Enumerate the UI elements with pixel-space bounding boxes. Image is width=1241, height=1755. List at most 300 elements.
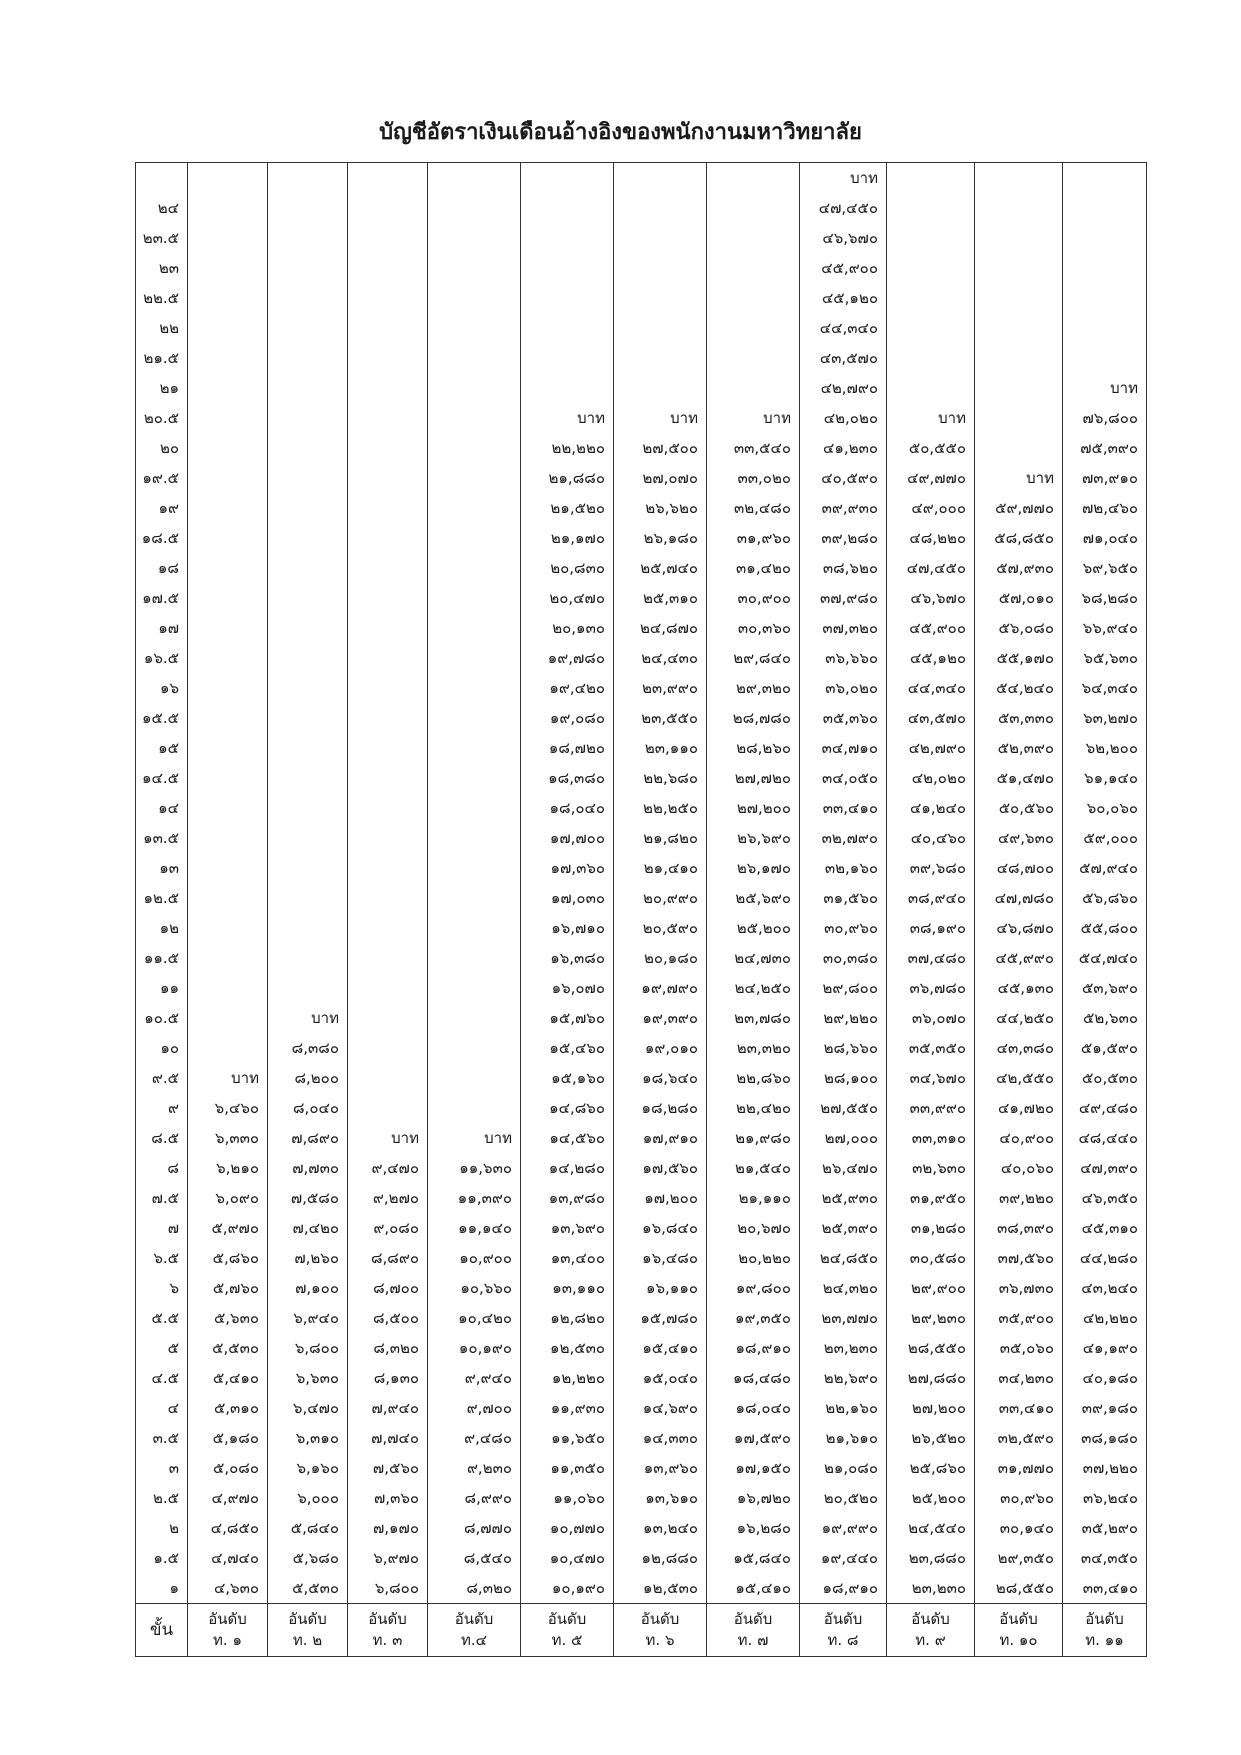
salary-cell: ๑๖,๔๘๐ [614, 1243, 707, 1273]
salary-cell: ๓๒,๔๘๐ [707, 493, 800, 523]
salary-cell [188, 193, 268, 223]
salary-cell: ๒๒,๖๘๐ [614, 763, 707, 793]
salary-cell: บาท [975, 463, 1063, 493]
salary-cell [428, 793, 521, 823]
table-row [136, 643, 1147, 673]
table-row [136, 703, 1147, 733]
salary-cell: ๖๔,๓๔๐ [1063, 673, 1147, 703]
salary-cell: ๑๙,๗๙๐ [614, 973, 707, 1003]
salary-cell [268, 793, 348, 823]
salary-cell: ๕,๕๓๐ [188, 1333, 268, 1363]
salary-cell: ๑๓,๑๑๐ [521, 1273, 614, 1303]
salary-cell: ๕๔,๒๔๐ [975, 673, 1063, 703]
rank-label: อันดับ [999, 1610, 1038, 1628]
salary-cell: ๑๑,๙๓๐ [521, 1393, 614, 1423]
salary-cell: ๓๔,๓๕๐ [1063, 1543, 1147, 1573]
salary-cell [887, 223, 975, 253]
salary-cell [188, 733, 268, 763]
salary-cell: ๘,๕๐๐ [348, 1303, 428, 1333]
table-row [136, 163, 1147, 194]
salary-cell: ๘,๐๔๐ [268, 1093, 348, 1123]
step-cell: ๑๙ [136, 493, 188, 523]
salary-cell: ๑๐,๑๙๐ [428, 1333, 521, 1363]
salary-cell [428, 943, 521, 973]
salary-cell: ๖,๘๐๐ [348, 1573, 428, 1604]
salary-cell [614, 343, 707, 373]
salary-cell: ๖,๓๑๐ [268, 1423, 348, 1453]
salary-cell [428, 913, 521, 943]
salary-cell: ๑๔,๖๙๐ [614, 1393, 707, 1423]
salary-cell [348, 313, 428, 343]
salary-cell: ๑๒,๒๒๐ [521, 1363, 614, 1393]
salary-cell: ๒๓,๘๘๐ [887, 1543, 975, 1573]
table-row [136, 1153, 1147, 1183]
salary-cell: ๒๑,๘๒๐ [614, 823, 707, 853]
salary-cell: ๑๒,๕๓๐ [614, 1573, 707, 1604]
rank-label: อันดับ [454, 1610, 494, 1628]
salary-cell: ๒๓,๕๕๐ [614, 703, 707, 733]
step-cell: ๑๐ [136, 1033, 188, 1063]
salary-cell [268, 913, 348, 943]
table-row [136, 1483, 1147, 1513]
salary-cell [268, 163, 348, 194]
salary-cell: ๗,๑๗๐ [348, 1513, 428, 1543]
salary-cell: ๓๖,๖๖๐ [800, 643, 887, 673]
table-row [136, 1123, 1147, 1153]
salary-cell: ๙,๗๐๐ [428, 1393, 521, 1423]
salary-cell: ๖,๓๓๐ [188, 1123, 268, 1153]
salary-cell [268, 583, 348, 613]
step-cell: ๑๕ [136, 733, 188, 763]
salary-cell: ๔๑,๑๙๐ [1063, 1333, 1147, 1363]
salary-cell [188, 313, 268, 343]
salary-cell: ๓๕,๐๖๐ [975, 1333, 1063, 1363]
salary-cell: ๗,๓๖๐ [348, 1483, 428, 1513]
salary-cell: ๒๑,๘๘๐ [521, 463, 614, 493]
salary-cell [188, 793, 268, 823]
salary-cell: ๓๘,๖๒๐ [800, 553, 887, 583]
salary-cell: ๒๔,๕๔๐ [887, 1513, 975, 1543]
salary-cell: ๔๓,๒๔๐ [1063, 1273, 1147, 1303]
salary-cell: ๓๓,๓๑๐ [887, 1123, 975, 1153]
step-cell: ๖ [136, 1273, 188, 1303]
salary-cell: ๓๖,๗๓๐ [975, 1273, 1063, 1303]
salary-cell: ๗,๔๒๐ [268, 1213, 348, 1243]
level-column-header [428, 1604, 521, 1657]
salary-cell: ๖๑,๑๔๐ [1063, 763, 1147, 793]
table-row [136, 253, 1147, 283]
salary-cell [707, 223, 800, 253]
salary-cell [188, 703, 268, 733]
salary-cell: ๗๕,๓๙๐ [1063, 433, 1147, 463]
salary-cell [268, 733, 348, 763]
salary-cell: ๑๘,๗๒๐ [521, 733, 614, 763]
table-row [136, 373, 1147, 403]
salary-cell: ๔๔,๓๔๐ [800, 313, 887, 343]
salary-cell [975, 433, 1063, 463]
salary-cell: ๑๕,๔๖๐ [521, 1033, 614, 1063]
salary-cell: ๔๗,๔๕๐ [887, 553, 975, 583]
salary-cell: ๒๐,๒๒๐ [707, 1243, 800, 1273]
salary-cell [428, 823, 521, 853]
salary-cell: ๒๗,๕๐๐ [614, 433, 707, 463]
salary-cell: ๔๓,๕๗๐ [887, 703, 975, 733]
salary-cell: ๗๖,๘๐๐ [1063, 403, 1147, 433]
salary-cell: ๓๓,๐๒๐ [707, 463, 800, 493]
salary-cell: ๕,๙๗๐ [188, 1213, 268, 1243]
salary-cell: ๒๘,๕๕๐ [887, 1333, 975, 1363]
salary-cell: ๒๔,๘๕๐ [800, 1243, 887, 1273]
table-row [136, 493, 1147, 523]
salary-cell: ๒๕,๓๑๐ [614, 583, 707, 613]
salary-cell: ๑๓,๒๔๐ [614, 1513, 707, 1543]
salary-cell: ๔๒,๐๒๐ [800, 403, 887, 433]
salary-cell: ๘,๗๐๐ [348, 1273, 428, 1303]
salary-cell [428, 1063, 521, 1093]
salary-cell: ๒๖,๑๘๐ [614, 523, 707, 553]
salary-cell [268, 283, 348, 313]
salary-cell: ๔๕,๑๒๐ [800, 283, 887, 313]
level-code: ท. ๙ [915, 1631, 946, 1649]
salary-cell: ๕๓,๖๙๐ [1063, 973, 1147, 1003]
salary-cell: ๓๗,๔๘๐ [887, 943, 975, 973]
salary-cell [348, 1063, 428, 1093]
salary-cell: ๑๑,๐๖๐ [521, 1483, 614, 1513]
salary-cell: ๑๘,๙๑๐ [707, 1333, 800, 1363]
salary-cell: ๓๖,๒๔๐ [1063, 1483, 1147, 1513]
salary-cell: ๒๓,๗๗๐ [800, 1303, 887, 1333]
salary-cell [188, 1003, 268, 1033]
salary-cell: ๑๘,๓๘๐ [521, 763, 614, 793]
salary-cell: ๙,๔๘๐ [428, 1423, 521, 1453]
step-cell: ๑.๕ [136, 1543, 188, 1573]
table-row [136, 1063, 1147, 1093]
salary-cell: ๔๕,๓๑๐ [1063, 1213, 1147, 1243]
salary-cell: ๑๐,๙๐๐ [428, 1243, 521, 1273]
salary-cell [428, 283, 521, 313]
salary-cell: ๓๐,๕๘๐ [887, 1243, 975, 1273]
table-row [136, 1573, 1147, 1604]
salary-cell: ๖,๙๔๐ [268, 1303, 348, 1333]
salary-cell [428, 1003, 521, 1033]
salary-cell [428, 1033, 521, 1063]
salary-cell: ๑๔,๒๘๐ [521, 1153, 614, 1183]
salary-cell: ๑๗,๑๕๐ [707, 1453, 800, 1483]
salary-cell: ๓๐,๙๖๐ [975, 1483, 1063, 1513]
step-cell: ๒๑.๕ [136, 343, 188, 373]
salary-cell: ๑๗,๕๙๐ [707, 1423, 800, 1453]
salary-cell: ๓๖,๗๘๐ [887, 973, 975, 1003]
salary-cell [268, 493, 348, 523]
salary-cell [348, 463, 428, 493]
salary-cell: ๒๔,๗๓๐ [707, 943, 800, 973]
salary-cell: ๖,๑๖๐ [268, 1453, 348, 1483]
salary-cell [428, 343, 521, 373]
salary-cell: ๒๐,๘๓๐ [521, 553, 614, 583]
salary-cell: ๕,๕๓๐ [268, 1573, 348, 1604]
salary-cell: ๓๐,๓๖๐ [707, 613, 800, 643]
salary-cell: ๗,๕๘๐ [268, 1183, 348, 1213]
salary-cell: ๘,๘๙๐ [348, 1243, 428, 1273]
salary-cell: บาท [521, 403, 614, 433]
salary-cell: ๒๖,๔๗๐ [800, 1153, 887, 1183]
rank-label: อันดับ [288, 1610, 327, 1628]
salary-cell: ๒๗,๗๒๐ [707, 763, 800, 793]
salary-cell: ๓๓,๔๑๐ [1063, 1573, 1147, 1604]
table-row [136, 223, 1147, 253]
step-cell: ๑๓.๕ [136, 823, 188, 853]
salary-cell [887, 253, 975, 283]
salary-cell [428, 433, 521, 463]
salary-cell: ๔๒,๒๒๐ [1063, 1303, 1147, 1333]
salary-cell: ๗๒,๔๖๐ [1063, 493, 1147, 523]
salary-cell: ๔,๙๗๐ [188, 1483, 268, 1513]
salary-cell [614, 313, 707, 343]
salary-cell: ๓๙,๑๘๐ [1063, 1393, 1147, 1423]
rank-label: อันดับ [823, 1610, 863, 1628]
salary-cell: ๓๕,๙๐๐ [975, 1303, 1063, 1333]
salary-cell [1063, 193, 1147, 223]
step-cell: ๑๗.๕ [136, 583, 188, 613]
salary-cell: ๔๕,๙๐๐ [887, 613, 975, 643]
salary-cell [428, 193, 521, 223]
salary-cell: ๑๖,๘๔๐ [614, 1213, 707, 1243]
salary-cell: ๑๖,๗๑๐ [521, 913, 614, 943]
salary-cell [188, 343, 268, 373]
salary-cell [887, 283, 975, 313]
salary-cell: ๕๐,๕๖๐ [975, 793, 1063, 823]
salary-cell: ๗,๙๔๐ [348, 1393, 428, 1423]
salary-cell: ๒๖,๑๗๐ [707, 853, 800, 883]
salary-cell [188, 763, 268, 793]
salary-cell: ๕,๖๓๐ [188, 1303, 268, 1333]
salary-cell [348, 343, 428, 373]
salary-cell: ๑๕,๔๑๐ [707, 1573, 800, 1604]
salary-cell: ๙,๙๔๐ [428, 1363, 521, 1393]
salary-cell: ๑๑,๓๙๐ [428, 1183, 521, 1213]
salary-cell [188, 523, 268, 553]
salary-cell [428, 523, 521, 553]
salary-cell: ๕๔,๗๔๐ [1063, 943, 1147, 973]
salary-cell: ๓๒,๖๓๐ [887, 1153, 975, 1183]
salary-cell: ๙,๐๘๐ [348, 1213, 428, 1243]
salary-cell [428, 1093, 521, 1123]
table-row [136, 1183, 1147, 1213]
salary-cell: ๘,๙๙๐ [428, 1483, 521, 1513]
salary-cell [428, 403, 521, 433]
salary-cell: ๖๒,๒๐๐ [1063, 733, 1147, 763]
salary-cell: ๑๒,๘๒๐ [521, 1303, 614, 1333]
salary-cell [428, 733, 521, 763]
step-cell: ๒๔ [136, 193, 188, 223]
salary-cell: ๓๐,๙๐๐ [707, 583, 800, 613]
level-column-header [521, 1604, 614, 1657]
salary-cell [521, 253, 614, 283]
salary-cell: บาท [887, 403, 975, 433]
salary-cell: ๖๘,๒๘๐ [1063, 583, 1147, 613]
step-cell: ๑๒ [136, 913, 188, 943]
salary-cell [188, 283, 268, 313]
step-cell: ๑๔.๕ [136, 763, 188, 793]
salary-cell: ๔๑,๗๒๐ [975, 1093, 1063, 1123]
salary-cell: ๑๗,๓๖๐ [521, 853, 614, 883]
salary-cell: ๔๗,๔๕๐ [800, 193, 887, 223]
step-cell: ๒๓.๕ [136, 223, 188, 253]
salary-cell: ๑๘,๐๔๐ [707, 1393, 800, 1423]
salary-cell: ๒๕,๘๖๐ [887, 1453, 975, 1483]
salary-cell: ๓๓,๕๔๐ [707, 433, 800, 463]
salary-cell: ๓๒,๕๙๐ [975, 1423, 1063, 1453]
salary-cell: บาท [188, 1063, 268, 1093]
salary-cell: ๑๘,๙๑๐ [800, 1573, 887, 1604]
salary-cell [188, 643, 268, 673]
step-cell: ๕.๕ [136, 1303, 188, 1333]
salary-cell: ๗๑,๐๔๐ [1063, 523, 1147, 553]
salary-cell: ๑๓,๙๘๐ [521, 1183, 614, 1213]
salary-cell [428, 643, 521, 673]
salary-cell [268, 943, 348, 973]
salary-cell: ๓๖,๐๒๐ [800, 673, 887, 703]
salary-cell: ๒๒,๔๒๐ [707, 1093, 800, 1123]
salary-cell [188, 673, 268, 703]
salary-cell: ๒๑,๙๘๐ [707, 1123, 800, 1153]
salary-cell: บาท [707, 403, 800, 433]
level-column-header [348, 1604, 428, 1657]
step-cell: ๔.๕ [136, 1363, 188, 1393]
salary-cell: ๖,๔๗๐ [268, 1393, 348, 1423]
salary-cell [887, 343, 975, 373]
salary-cell: ๙,๒๓๐ [428, 1453, 521, 1483]
salary-cell: ๒๗,๐๐๐ [800, 1123, 887, 1153]
salary-cell [975, 163, 1063, 194]
salary-cell: ๔๑,๒๔๐ [887, 793, 975, 823]
salary-cell: ๑๘,๒๘๐ [614, 1093, 707, 1123]
salary-cell: ๗๓,๙๑๐ [1063, 463, 1147, 493]
level-code: ท. ๑๐ [999, 1631, 1038, 1649]
salary-cell: ๔๑,๒๓๐ [800, 433, 887, 463]
salary-cell: ๘,๓๒๐ [428, 1573, 521, 1604]
salary-cell: บาท [1063, 373, 1147, 403]
salary-cell: ๕๑,๔๗๐ [975, 763, 1063, 793]
salary-cell: ๖,๘๐๐ [268, 1333, 348, 1363]
salary-cell: ๓๐,๓๘๐ [800, 943, 887, 973]
salary-cell: บาท [800, 163, 887, 194]
salary-cell [268, 763, 348, 793]
salary-cell [268, 343, 348, 373]
salary-cell: ๓๗,๓๒๐ [800, 613, 887, 643]
salary-cell [188, 553, 268, 583]
step-cell: ๒๐ [136, 433, 188, 463]
step-cell [136, 163, 188, 194]
step-cell: ๑ [136, 1573, 188, 1604]
salary-cell [428, 883, 521, 913]
salary-cell: ๔๘,๗๐๐ [975, 853, 1063, 883]
salary-cell: ๔๐,๔๖๐ [887, 823, 975, 853]
salary-cell: ๒๒,๘๖๐ [707, 1063, 800, 1093]
salary-cell [348, 703, 428, 733]
level-code: ท. ๓ [372, 1631, 403, 1649]
salary-cell: ๕๑,๕๙๐ [1063, 1033, 1147, 1063]
salary-cell: ๒๙,๓๒๐ [707, 673, 800, 703]
salary-cell: ๔๙,๐๐๐ [887, 493, 975, 523]
salary-cell [707, 313, 800, 343]
salary-cell: ๒๙,๙๐๐ [887, 1273, 975, 1303]
salary-cell [188, 253, 268, 283]
salary-cell [348, 403, 428, 433]
salary-cell: ๕๗,๙๓๐ [975, 553, 1063, 583]
salary-cell: ๓๔,๐๕๐ [800, 763, 887, 793]
salary-cell [1063, 313, 1147, 343]
salary-cell [1063, 223, 1147, 253]
table-row [136, 403, 1147, 433]
salary-cell: ๓๓,๔๑๐ [800, 793, 887, 823]
salary-cell [348, 283, 428, 313]
level-column-header [1063, 1604, 1147, 1657]
salary-cell: ๑๐,๖๖๐ [428, 1273, 521, 1303]
salary-cell: ๓๑,๒๘๐ [887, 1213, 975, 1243]
salary-cell: ๑๗,๕๖๐ [614, 1153, 707, 1183]
salary-cell: ๒๘,๑๐๐ [800, 1063, 887, 1093]
salary-cell: ๒๐,๕๒๐ [800, 1483, 887, 1513]
step-cell: ๑๖ [136, 673, 188, 703]
step-cell: ๒๑ [136, 373, 188, 403]
salary-cell [268, 643, 348, 673]
salary-cell: ๔๕,๙๐๐ [800, 253, 887, 283]
salary-cell [975, 283, 1063, 313]
salary-cell [887, 193, 975, 223]
step-cell: ๑๑ [136, 973, 188, 1003]
step-cell: ๑๑.๕ [136, 943, 188, 973]
salary-cell [428, 583, 521, 613]
table-row [136, 1093, 1147, 1123]
level-column-header [800, 1604, 887, 1657]
step-cell: ๑๐.๕ [136, 1003, 188, 1033]
salary-cell [348, 973, 428, 1003]
salary-cell: ๔๕,๑๒๐ [887, 643, 975, 673]
table-row [136, 1333, 1147, 1363]
table-row [136, 343, 1147, 373]
salary-cell [348, 943, 428, 973]
table-row [136, 943, 1147, 973]
table-row [136, 1513, 1147, 1543]
salary-cell: ๔๒,๗๙๐ [800, 373, 887, 403]
salary-cell [348, 583, 428, 613]
salary-table [135, 162, 1147, 1657]
level-code: ท. ๑ [213, 1631, 242, 1649]
salary-cell [614, 163, 707, 194]
salary-cell [428, 463, 521, 493]
salary-cell [348, 373, 428, 403]
salary-cell: ๑๕,๑๖๐ [521, 1063, 614, 1093]
salary-cell [348, 673, 428, 703]
salary-cell: ๑๐,๑๙๐ [521, 1573, 614, 1604]
salary-cell [428, 973, 521, 1003]
level-code: ท. ๕ [551, 1631, 583, 1649]
salary-cell: ๖,๐๐๐ [268, 1483, 348, 1513]
level-column-header [188, 1604, 268, 1657]
salary-cell: ๒๙,๘๐๐ [800, 973, 887, 1003]
salary-cell: ๑๙,๘๐๐ [707, 1273, 800, 1303]
salary-cell: ๕,๓๑๐ [188, 1393, 268, 1423]
salary-cell: ๓๑,๗๗๐ [975, 1453, 1063, 1483]
salary-cell: ๑๘,๖๔๐ [614, 1063, 707, 1093]
salary-cell: ๓๗,๕๖๐ [975, 1243, 1063, 1273]
salary-cell: ๒๔,๒๕๐ [707, 973, 800, 1003]
salary-cell [188, 163, 268, 194]
salary-cell: ๔๖,๓๕๐ [1063, 1183, 1147, 1213]
salary-cell: ๑๕,๘๔๐ [707, 1543, 800, 1573]
salary-cell [268, 823, 348, 853]
